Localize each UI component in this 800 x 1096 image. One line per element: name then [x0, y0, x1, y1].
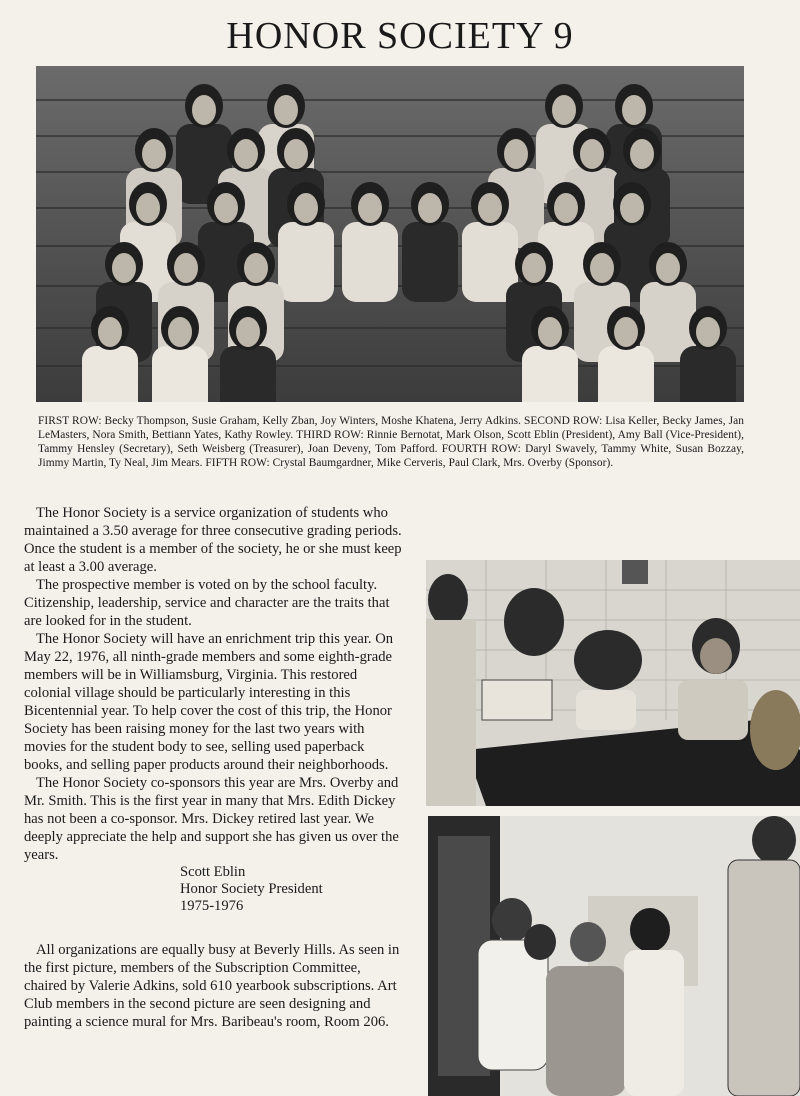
- subscription-committee-photo: [426, 560, 800, 806]
- signature-years: 1975-1976: [180, 898, 244, 914]
- art-club-photo: [428, 816, 800, 1096]
- article-text: [24, 504, 402, 1031]
- article-paragraph: The Honor Society co-sponsors this year are Mrs. Overby and Mr. Smith. This is the first year in many that Mrs. Edith Dickey has not been a co-sponsor. Mrs. Dickey retired last year. We deeply appreciate the help and support she has given us over the years.: [24, 775, 399, 863]
- group-photo: [36, 66, 744, 402]
- signature-name: Scott Eblin: [180, 864, 246, 880]
- closing-paragraph: All organizations are equally busy at Beverly Hills. As seen in the first picture, members of the Subscription Committee, chaired by Valerie Adkins, sold 610 yearbook subscriptions. Art Club members in the second picture are seen designing and painting a science mural for Mrs. Baribeau's room, Room 206.: [24, 942, 400, 1030]
- signature-role: Honor Society President: [180, 881, 323, 897]
- article-paragraph: The Honor Society will have an enrichment trip this year. On May 22, 1976, all ninth-grade members and some eighth-grade members will be in Williamsburg, Virginia. This restored colonial village should be particularly interesting in this Bicentennial year. To help cover the cost of this trip, the Honor Society has been raising money for the last two years with movies for the student body to see, selling used paperback books, and selling paper products around their neighborhoods.: [24, 631, 394, 773]
- article-paragraph: The Honor Society is a service organization of students who maintained a 3.50 average for three consecutive grading periods. Once the student is a member of the society, he or she must keep at least a 3.00 average.: [24, 505, 402, 575]
- page-title: HONOR SOCIETY 9: [226, 15, 574, 57]
- photo-caption: FIRST ROW: Becky Thompson, Susie Graham, Kelly Zban, Joy Winters, Moshe Khatena, Jerry Adkins. SECOND ROW: Lisa Keller, Becky James, Jan LeMasters, Nora Smith, Bettiann Yates, Kathy Rowley. THIRD ROW: Rinnie Bernotat, Mark Olson, Scott Eblin (President), Amy Ball (Vice-President), Tammy Hensley (Secretary), Seth Weisberg (Treasurer), Joan Deveny, Tom Pafford. FOURTH ROW: Daryl Swavely, Tammy White, Susan Bozzay, Jimmy Martin, Ty Neal, Jim Mears. FIFTH ROW: Crystal Baumgardner, Mike Cerveris, Paul Clark, Mrs. Overby (Sponsor).: [38, 415, 744, 469]
- article-paragraph: The prospective member is voted on by the school faculty. Citizenship, leadership, service and character are the traits that are looked for in the student.: [24, 577, 390, 629]
- signature: [180, 864, 402, 915]
